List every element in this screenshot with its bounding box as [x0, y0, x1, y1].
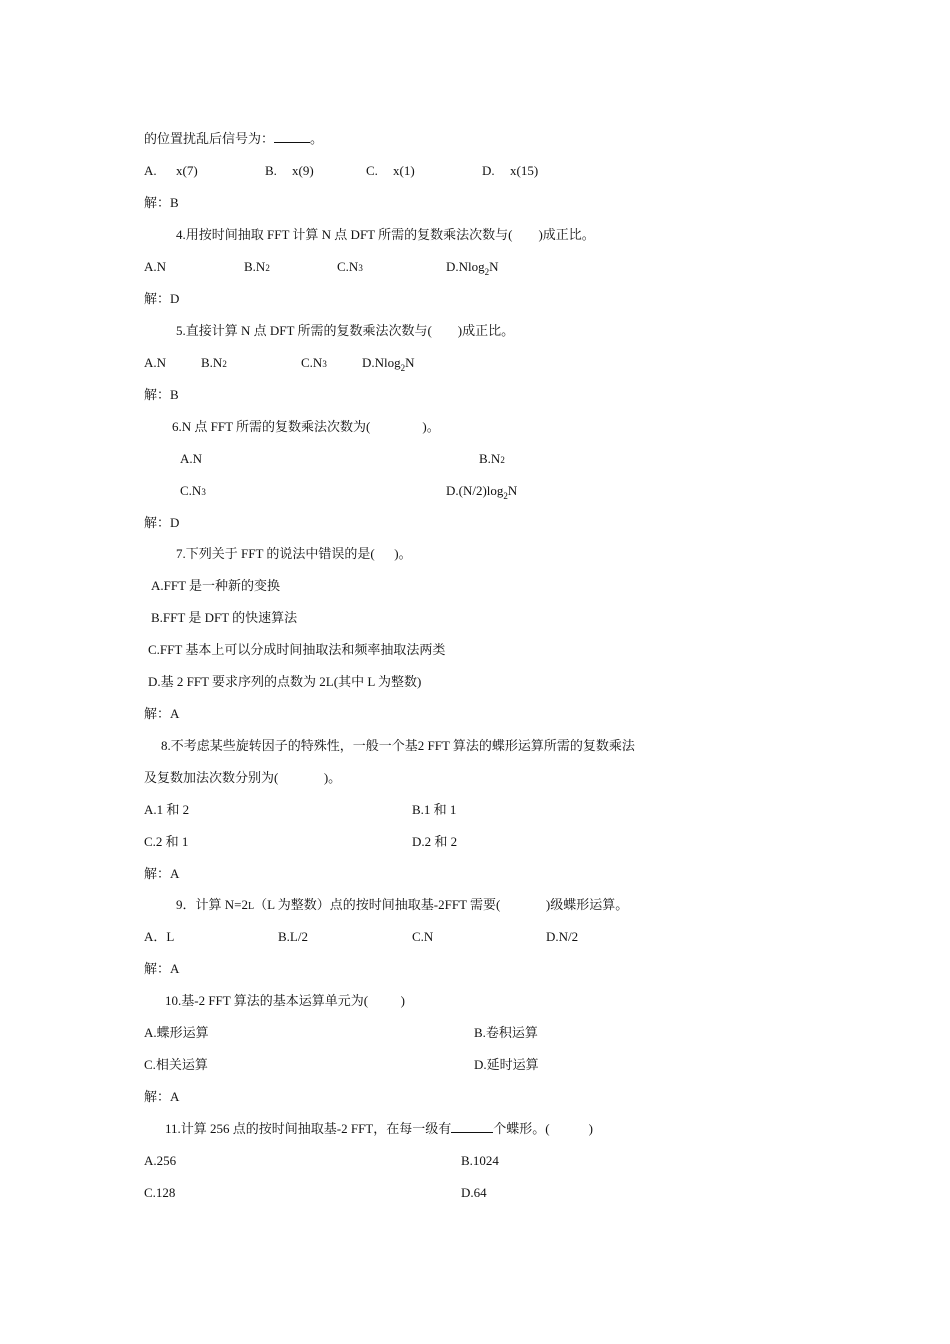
- q5-option-d-pre: D.Nlog: [362, 355, 401, 370]
- q5-option-b-exponent: 2: [222, 359, 227, 369]
- q6-option-b: [479, 451, 505, 468]
- q3-option-d-label: D.: [482, 163, 495, 178]
- q9-stem-exponent: L: [247, 901, 255, 912]
- q4-option-c: [337, 259, 363, 276]
- q10-option-d: D.延时运算: [474, 1057, 539, 1072]
- q10-stem: 10.基-2 FFT 算法的基本运算单元为( ): [165, 993, 405, 1008]
- q4-option-b-exponent: 2: [265, 263, 270, 273]
- q8-stem-line1: 8.不考虑某些旋转因子的特殊性，一般一个基2 FFT 算法的蝶形运算所需的复数乘法: [161, 738, 635, 753]
- q3-stem-prefix: 的位置扰乱后信号为：: [144, 131, 275, 146]
- q6-option-d-pre: D.(N/2)log: [446, 483, 504, 498]
- q3-option-c-label: C.: [366, 163, 378, 178]
- q6-option-b-exponent: 2: [500, 455, 505, 465]
- q11-stem-pre: 11.计算 256 点的按时间抽取基-2 FFT，在每一级有: [165, 1121, 452, 1136]
- q9-stem: [176, 897, 628, 915]
- q11-option-c: C.128: [144, 1185, 176, 1200]
- q11-option-a: A.256: [144, 1153, 177, 1168]
- q9-option-c: C.N: [412, 929, 434, 944]
- q4-option-d-post: N: [489, 259, 499, 274]
- q3-answer-blank: [274, 131, 310, 143]
- q7-answer: 解：A: [144, 706, 180, 721]
- q5-option-d: [362, 355, 415, 372]
- q3-option-c-value: x(1): [393, 163, 415, 178]
- q5-stem: 5.直接计算 N 点 DFT 所需的复数乘法次数与( )成正比。: [176, 323, 515, 338]
- q11-stem-post: 个蝶形。( ): [493, 1121, 593, 1136]
- q4-option-a: A.N: [144, 259, 167, 274]
- q3-answer: 解：B: [144, 195, 179, 210]
- q10-option-a: A.蝶形运算: [144, 1025, 209, 1040]
- q6-option-c: [180, 483, 206, 500]
- q6-answer: 解：D: [144, 515, 180, 530]
- q10-answer: 解：A: [144, 1089, 180, 1104]
- q7-option-a: A.FFT 是一种新的变换: [151, 578, 281, 593]
- q8-stem-line2: 及复数加法次数分别为( )。: [144, 770, 342, 785]
- q9-option-d: D.N/2: [546, 929, 579, 944]
- q6-option-d: [446, 483, 517, 500]
- q5-option-c: [301, 355, 327, 372]
- q8-option-c: C.2 和 1: [144, 834, 189, 849]
- q6-option-c-base: C.N: [180, 483, 202, 498]
- q5-option-d-subscript: 2: [400, 363, 406, 373]
- q3-option-d-value: x(15): [510, 163, 539, 178]
- q8-option-b: B.1 和 1: [412, 802, 457, 817]
- q5-option-d-post: N: [405, 355, 415, 370]
- q4-option-c-exponent: 3: [358, 263, 363, 273]
- q11-option-d: D.64: [461, 1185, 487, 1200]
- q9-stem-pre: 9．计算 N=2: [176, 897, 248, 912]
- q4-option-d: [446, 259, 499, 276]
- q4-option-d-subscript: 2: [484, 267, 490, 277]
- q5-answer: 解：B: [144, 387, 179, 402]
- q3-option-a-value: x(7): [176, 163, 198, 178]
- q4-option-b: [244, 259, 270, 276]
- q10-option-b: B.卷积运算: [474, 1025, 538, 1040]
- q8-answer: 解：A: [144, 866, 180, 881]
- q3-stem-suffix: 。: [310, 131, 324, 146]
- q7-stem: 7.下列关于 FFT 的说法中错误的是( )。: [176, 546, 412, 561]
- q4-answer: 解：D: [144, 291, 180, 306]
- q3-option-a-label: A.: [144, 163, 157, 178]
- q4-option-b-base: B.N: [244, 259, 266, 274]
- q6-option-d-post: N: [507, 483, 518, 498]
- q7-option-b: B.FFT 是 DFT 的快速算法: [151, 610, 298, 625]
- q11-option-b: B.1024: [461, 1153, 499, 1168]
- q3-option-b-label: B.: [265, 163, 277, 178]
- q3-stem: [144, 131, 323, 147]
- q8-option-d: D.2 和 2: [412, 834, 458, 849]
- q6-option-c-exponent: 3: [201, 487, 206, 497]
- q4-option-d-pre: D.Nlog: [446, 259, 485, 274]
- q11-answer-blank: [451, 1121, 493, 1133]
- q6-option-b-base: B.N: [479, 451, 501, 466]
- q4-stem: 4.用按时间抽取 FFT 计算 N 点 DFT 所需的复数乘法次数与( )成正比。: [176, 227, 595, 242]
- q9-answer: 解：A: [144, 961, 180, 976]
- q9-option-a: A．L: [144, 929, 175, 944]
- q7-option-d: D.基 2 FFT 要求序列的点数为 2L(其中 L 为整数): [148, 674, 422, 689]
- q10-option-c: C.相关运算: [144, 1057, 208, 1072]
- q5-option-b: [201, 355, 227, 372]
- q7-option-c: C.FFT 基本上可以分成时间抽取法和频率抽取法两类: [148, 642, 446, 657]
- q11-stem: [165, 1121, 593, 1137]
- q9-stem-post: （L 为整数）点的按时间抽取基-2FFT 需要( )级蝶形运算。: [254, 897, 629, 912]
- q4-option-c-base: C.N: [337, 259, 359, 274]
- q3-option-b-value: x(9): [292, 163, 314, 178]
- q5-option-c-exponent: 3: [322, 359, 327, 369]
- q8-option-a: A.1 和 2: [144, 802, 190, 817]
- q6-stem: 6.N 点 FFT 所需的复数乘法次数为( )。: [172, 419, 440, 434]
- q5-option-b-base: B.N: [201, 355, 223, 370]
- q5-option-a: A.N: [144, 355, 167, 370]
- q9-option-b: B.L/2: [278, 929, 308, 944]
- q5-option-c-base: C.N: [301, 355, 323, 370]
- q6-option-a: A.N: [180, 451, 203, 466]
- q6-option-d-subscript: 2: [503, 491, 508, 501]
